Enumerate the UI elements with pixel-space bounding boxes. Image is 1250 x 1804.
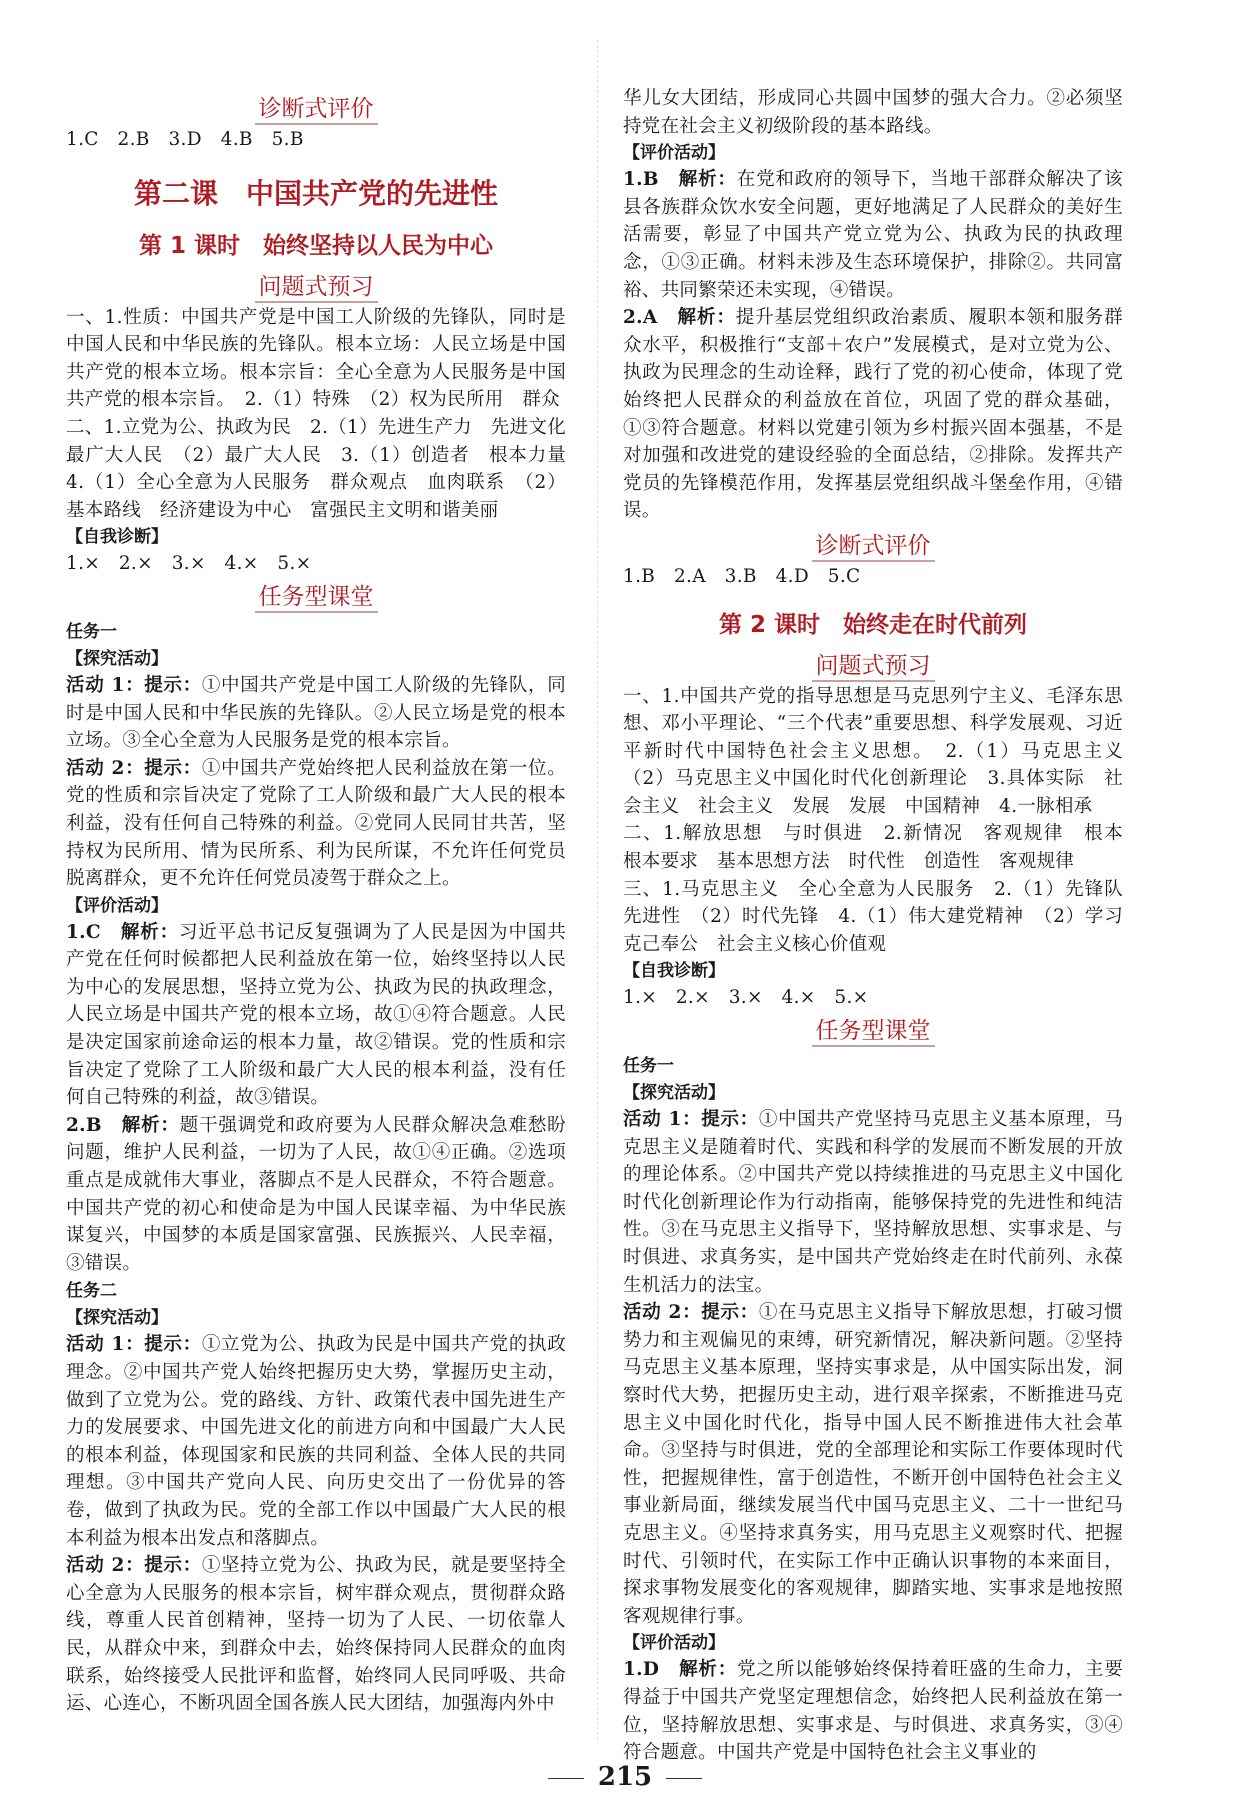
section-heading xyxy=(623,529,1123,563)
answer-label: 2.A 解析： xyxy=(623,307,736,329)
page-number-text: 215 xyxy=(597,1762,653,1792)
answer-text: ①中国共产党始终把人民利益放在第一位。党的性质和宗旨决定了党除了工人阶级和最广大人民的根本利益，没有任何自己特殊的利益。②党同人民同甘共苦，坚持权为民所用、情为民所系、利为民所谋，不允许任何党员脱离群众，更不允许任何党员凌驾于群众之上。 xyxy=(66,757,567,890)
section-heading xyxy=(623,649,1123,683)
right-column xyxy=(623,0,1142,1767)
task-heading: 任务一 xyxy=(66,621,117,642)
answer-text: ①在马克思主义指导下解放思想，打破习惯势力和主观偏见的束缚，研究新情况，解决新问题。②坚持马克思主义基本原理，坚持实事求是，从中国实际出发，洞察时代大势，把握历史主动，进行艰辛探索，不断推进马克思主义中国化时代化，指导中国人民不断推进伟大社会革命。③坚持与时俱进，党的全部理论和实际工作要体现时代性，把握规律性，富于创造性，不断开创中国特色社会主义事业新局面，继续发展当代中国马克思主义、二十一世纪马克思主义。④坚持求真务实，用马克思主义观察时代、把握时代、引领时代，在实际工作中正确认识事物的本来面目，探求事物发展变化的客观规律，脚踏实地、实事求是地按照客观规律行事。 xyxy=(623,1302,1124,1627)
answer-label: 活动 1：提示： xyxy=(623,1109,759,1131)
paragraph xyxy=(623,1656,1123,1766)
answer-text: 题干强调党和政府要为人民群众解决急难愁盼问题，维护人民利益，一切为了人民，故①④正确。②选项重点是成就伟大事业，落脚点不是人民群众，不符合题意。中国共产党的初心和使命是为中国人民谋幸福、为中华民族谋复兴，中国梦的本质是国家富强、民族振兴、人民幸福，③错误。 xyxy=(66,1114,566,1274)
section-heading-text: 问题式预习 xyxy=(255,274,378,303)
paragraph: 一、1.中国共产党的指导思想是马克思列宁主义、毛泽东思想、邓小平理论、“三个代表”重要思想、科学发展观、习近平新时代中国特色社会主义思想。 2.（1）马克思主义 （2）马克思主义中国化时代化创新理论 3.具体实际 社会主义 社会主义 发展 发展 中国精神 4.一脉相承 xyxy=(623,685,1142,817)
answer-label: 2.B 解析： xyxy=(66,1114,180,1136)
paragraph xyxy=(66,919,566,1112)
answer-text: 习近平总书记反复强调为了人民是因为中国共产党在任何时候都把人民利益放在第一位，始终坚持以人民为中心的发展思想，坚持立党为公、执政为民的执政理念，人民立场是中国共产党的根本立场，故①④符合题意。人民是决定国家前途命运的根本力量，故②错误。党的性质和宗旨决定了党除了工人阶级和最广大人民的根本利益，没有任何自己特殊的利益，故③错误。 xyxy=(66,921,566,1109)
bracket-tag: 【自我诊断】 xyxy=(623,961,725,982)
answer-label: 活动 2：提示： xyxy=(66,757,202,779)
answer-label: 活动 1：提示： xyxy=(66,674,202,696)
paragraph xyxy=(623,1299,1123,1630)
bracket-tag: 【探究活动】 xyxy=(623,1083,725,1104)
bracket-tag: 【评价活动】 xyxy=(623,1633,725,1654)
answer-label: 1.D 解析： xyxy=(623,1659,738,1681)
answer-label: 1.C 解析： xyxy=(66,921,180,943)
section-heading-text: 诊断式评价 xyxy=(812,533,935,562)
paragraph: 1.B 2.A 3.B 4.D 5.C xyxy=(623,565,861,587)
section-heading-text: 任务型课堂 xyxy=(812,1018,935,1047)
answer-text: ①立党为公、执政为民是中国共产党的执政理念。②中国共产党人始终把握历史大势，掌握历史主动，做到了立党为公。党的路线、方针、政策代表中国先进生产力的发展要求、中国先进文化的前进方向和中国最广大人民的根本利益，体现国家和民族的共同利益、全体人民的共同理想。③中国共产党向人民、向历史交出了一份优异的答卷，做到了执政为民。党的全部工作以中国最广大人民的根本利益为根本出发点和落脚点。 xyxy=(66,1334,567,1549)
paragraph: 1.× 2.× 3.× 4.× 5.× xyxy=(66,553,312,575)
answer-label: 活动 1：提示： xyxy=(66,1334,202,1356)
page-number-dash-left xyxy=(548,1778,584,1779)
answer-label: 活动 2：提示： xyxy=(623,1302,759,1324)
answer-text: 提升基层党组织政治素质、履职本领和服务群众水平，积极推行“支部＋农户”发展模式，是对立党为公、执政为民理念的生动诠释，践行了党的初心使命，体现了党始终把人民群众的利益放在首位，巩固了党的群众基础，①③符合题意。材料以党建引领为乡村振兴固本强基，不是对加强和改进党的建设经验的全面总结，②排除。发挥共产党员的先锋模范作用，发挥基层党组织战斗堡垒作用，④错误。 xyxy=(623,307,1123,522)
paragraph: 二、1.解放思想 与时俱进 2.新情况 客观规律 根本 根本要求 基本思想方法 时代性 创造性 客观规律 xyxy=(623,823,1142,873)
section-heading xyxy=(66,580,566,614)
left-column xyxy=(66,0,585,1718)
bracket-tag: 【探究活动】 xyxy=(66,1308,168,1329)
answer-text: ①中国共产党坚持马克思主义基本原理，马克思主义是随着时代、实践和科学的发展而不断发展的开放的理论体系。②中国共产党以持续推进的马克思主义中国化时代化创新理论作为行动指南，能够保持党的先进性和纯洁性。③在马克思主义指导下，坚持解放思想、实事求是、与时俱进、求真务实，是中国共产党始终走在时代前列、永葆生机活力的法宝。 xyxy=(623,1109,1124,1296)
page-number-dash-right xyxy=(666,1778,702,1779)
page-number xyxy=(0,1762,1250,1792)
paragraph: 二、1.立党为公、执政为民 2.（1）先进生产力 先进文化 最广大人民 （2）最广大人民 3.（1）创造者 根本力量 4.（1）全心全意为人民服务 群众观点 血肉联系 （2）基本路线 经济建设为中心 富强民主文明和谐美丽 xyxy=(66,416,585,521)
paragraph: 一、1.性质：中国共产党是中国工人阶级的先锋队，同时是中国人民和中华民族的先锋队。根本立场：人民立场是中国共产党的根本立场。根本宗旨：全心全意为人民服务是中国共产党的根本宗旨。 2.（1）特殊 （2）权为民所用 群众 xyxy=(66,306,566,411)
period-title: 第 2 课时 始终走在时代前列 xyxy=(718,611,1028,638)
section-heading xyxy=(66,270,566,304)
answer-text: ①坚持立党为公、执政为民，就是要坚持全心全意为人民服务的根本宗旨，树牢群众观点，贯彻群众路线，尊重人民首创精神，坚持一切为了人民、一切依靠人民，从群众中来，到群众中去，始终保持同人民群众的血肉联系，始终接受人民批评和监督，始终同人民同呼吸、共命运、心连心，不断巩固全国各族人民大团结，加强海内外中 xyxy=(66,1555,567,1715)
section-heading xyxy=(623,1014,1123,1048)
section-heading xyxy=(66,92,566,126)
paragraph xyxy=(623,304,1123,525)
answer-label: 1.B 解析： xyxy=(623,169,737,191)
section-heading-text: 问题式预习 xyxy=(812,653,935,682)
paragraph: 1.× 2.× 3.× 4.× 5.× xyxy=(623,987,869,1009)
paragraph xyxy=(66,1112,566,1278)
paragraph: 华儿女大团结，形成同心共圆中国梦的强大合力。②必须坚持党在社会主义初级阶段的基本路线。 xyxy=(623,88,1123,137)
paragraph: 三、1.马克思主义 全心全意为人民服务 2.（1）先锋队 先进性 （2）时代先锋 4.（1）伟大建党精神 （2）学习 克己奉公 社会主义核心价值观 xyxy=(623,878,1142,955)
task-heading: 任务一 xyxy=(623,1056,674,1077)
answer-label: 活动 2：提示： xyxy=(66,1555,202,1577)
paragraph xyxy=(66,1552,566,1718)
bracket-tag: 【评价活动】 xyxy=(66,895,168,916)
bracket-tag: 【自我诊断】 xyxy=(66,527,168,548)
paragraph xyxy=(66,1331,566,1552)
bracket-tag: 【评价活动】 xyxy=(623,143,725,164)
task-heading: 任务二 xyxy=(66,1281,117,1302)
lesson-title: 第二课 中国共产党的先进性 xyxy=(133,176,498,210)
paragraph xyxy=(66,755,566,893)
paragraph xyxy=(623,1106,1123,1299)
section-heading-text: 任务型课堂 xyxy=(255,584,378,613)
bracket-tag: 【探究活动】 xyxy=(66,648,168,669)
paragraph xyxy=(623,166,1123,304)
answer-text: ①中国共产党是中国工人阶级的先锋队，同时是中国人民和中华民族的先锋队。②人民立场是党的根本立场。③全心全意为人民服务是党的根本宗旨。 xyxy=(66,674,567,752)
answer-text: 党之所以能够始终保持着旺盛的生命力，主要得益于中国共产党坚定理想信念，始终把人民利益放在第一位，坚持解放思想、实事求是、与时俱进、求真务实，③④符合题意。中国共产党是中国特色社会主义事业的 xyxy=(623,1659,1123,1764)
period-title: 第 1 课时 始终坚持以人民为中心 xyxy=(138,232,494,259)
answer-text: 在党和政府的领导下，当地干部群众解决了该县各族群众饮水安全问题，更好地满足了人民群众的美好生活需要，彰显了中国共产党立党为公、执政为民的执政理念，①③正确。材料未涉及生态环境保护，排除②。共同富裕、共同繁荣还未实现，④错误。 xyxy=(623,169,1123,301)
paragraph: 1.C 2.B 3.D 4.B 5.B xyxy=(66,129,304,150)
paragraph xyxy=(66,672,566,755)
section-heading-text: 诊断式评价 xyxy=(255,96,378,125)
column-divider xyxy=(597,40,598,1740)
